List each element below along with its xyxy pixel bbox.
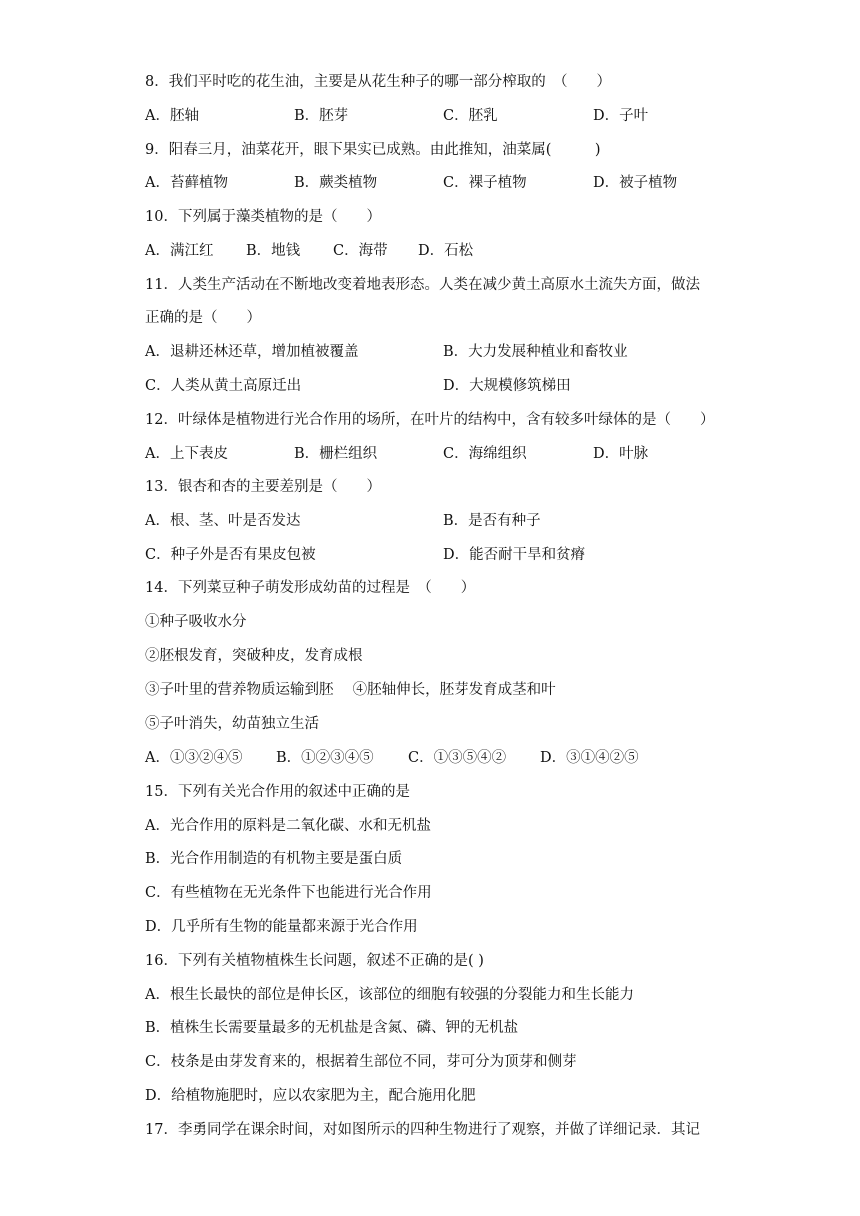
q9-option-d: D．被子植物 xyxy=(593,175,678,191)
q12-option-c: C．海绵组织 xyxy=(443,446,527,462)
q14-option-d: D．③①④②⑤ xyxy=(540,750,639,766)
q9-option-b: B．蕨类植物 xyxy=(294,175,378,191)
q14-option-c: C．①③⑤④② xyxy=(408,750,507,766)
question-13-stem: 13．银杏和杏的主要差别是（ ） xyxy=(145,479,381,495)
q12-option-a: A．上下表皮 xyxy=(145,446,228,462)
question-15-stem: 15．下列有关光合作用的叙述中正确的是 xyxy=(145,784,410,800)
question-14-stem: 14．下列菜豆种子萌发形成幼苗的过程是 （ ） xyxy=(145,580,476,596)
q11-option-c: C．人类从黄土高原迁出 xyxy=(145,378,302,394)
question-11-stem-line2: 正确的是（ ） xyxy=(145,310,261,326)
q11-option-a: A．退耕还林还草，增加植被覆盖 xyxy=(145,344,359,360)
q12-option-d: D．叶脉 xyxy=(593,446,649,462)
q10-option-a: A．满江红 xyxy=(145,243,214,259)
q14-option-b: B．①②③④⑤ xyxy=(276,750,374,766)
q11-option-d: D．大规模修筑梯田 xyxy=(443,378,571,394)
q13-option-d: D．能否耐干旱和贫瘠 xyxy=(443,547,586,563)
q16-option-c: C．枝条是由芽发育来的，根据着生部位不同，芽可分为顶芽和侧芽 xyxy=(145,1054,577,1070)
q16-option-a: A．根生长最快的部位是伸长区，该部位的细胞有较强的分裂能力和生长能力 xyxy=(145,987,634,1003)
question-16-stem: 16．下列有关植物植株生长问题，叙述不正确的是( ) xyxy=(145,953,484,969)
q12-option-b: B．栅栏组织 xyxy=(294,446,378,462)
q13-option-a: A．根、茎、叶是否发达 xyxy=(145,513,301,529)
q11-option-b: B．大力发展种植业和畜牧业 xyxy=(443,344,628,360)
q14-step-1: ①种子吸收水分 xyxy=(145,614,247,630)
q14-step-2: ②胚根发育，突破种皮，发育成根 xyxy=(145,648,363,664)
q14-step-5: ⑤子叶消失，幼苗独立生活 xyxy=(145,716,319,732)
q10-option-b: B．地钱 xyxy=(246,243,301,259)
q9-option-a: A．苔藓植物 xyxy=(145,175,228,191)
q13-option-b: B．是否有种子 xyxy=(443,513,541,529)
q8-option-c: C．胚乳 xyxy=(443,108,498,124)
q15-option-d: D．几乎所有生物的能量都来源于光合作用 xyxy=(145,919,418,935)
q13-option-c: C．种子外是否有果皮包被 xyxy=(145,547,316,563)
question-12-stem: 12．叶绿体是植物进行光合作用的场所，在叶片的结构中，含有较多叶绿体的是（ ） xyxy=(145,412,715,428)
q14-step-3-4: ③子叶里的营养物质运输到胚 ④胚轴伸长，胚芽发育成茎和叶 xyxy=(145,682,556,698)
question-8-stem: 8．我们平时吃的花生油，主要是从花生种子的哪一部分榨取的 （ ） xyxy=(145,74,611,90)
q15-option-a: A．光合作用的原料是二氧化碳、水和无机盐 xyxy=(145,818,431,834)
q8-option-b: B．胚芽 xyxy=(294,108,349,124)
q8-option-a: A．胚轴 xyxy=(145,108,199,124)
q15-option-c: C．有些植物在无光条件下也能进行光合作用 xyxy=(145,885,432,901)
question-11-stem-line1: 11．人类生产活动在不断地改变着地表形态。人类在减少黄土高原水土流失方面，做法 xyxy=(145,277,700,293)
question-10-stem: 10．下列属于藻类植物的是（ ） xyxy=(145,209,381,225)
question-17-stem: 17．李勇同学在课余时间，对如图所示的四种生物进行了观察，并做了详细记录．其记 xyxy=(145,1122,700,1138)
q10-option-c: C．海带 xyxy=(333,243,388,259)
q16-option-d: D．给植物施肥时，应以农家肥为主，配合施用化肥 xyxy=(145,1088,476,1104)
q10-option-d: D．石松 xyxy=(418,243,474,259)
q14-option-a: A．①③②④⑤ xyxy=(145,750,243,766)
q9-option-c: C．裸子植物 xyxy=(443,175,527,191)
q8-option-d: D．子叶 xyxy=(593,108,649,124)
question-9-stem: 9．阳春三月，油菜花开，眼下果实已成熟。由此推知，油菜属( ) xyxy=(145,142,601,158)
q15-option-b: B．光合作用制造的有机物主要是蛋白质 xyxy=(145,851,403,867)
q16-option-b: B．植株生长需要量最多的无机盐是含氮、磷、钾的无机盐 xyxy=(145,1020,519,1036)
